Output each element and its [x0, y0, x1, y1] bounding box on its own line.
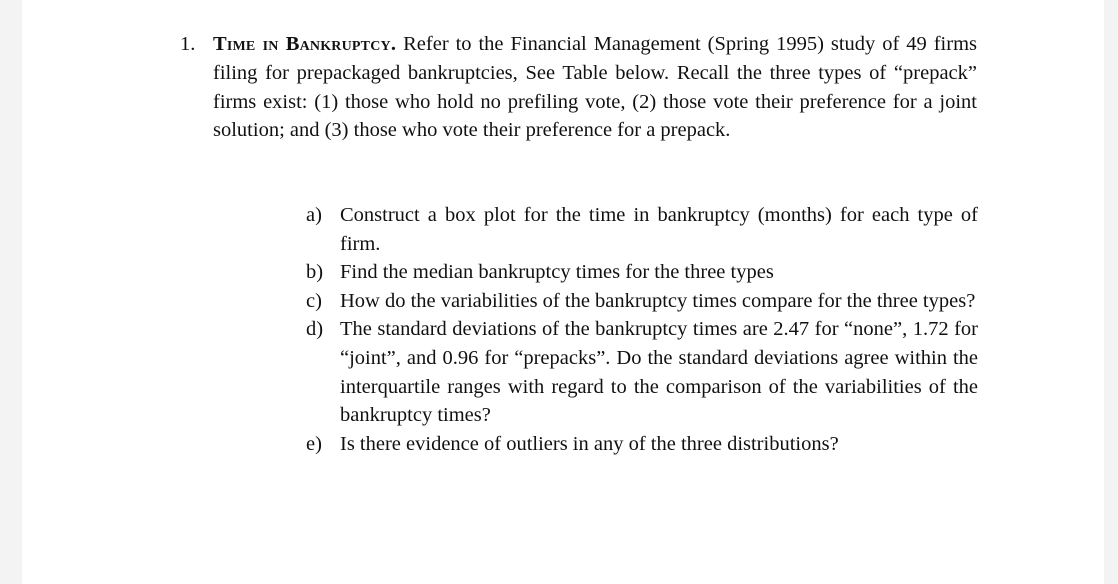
sub-question-label: e): [306, 432, 322, 455]
sub-question-text: Find the median bankruptcy times for the three types: [340, 261, 774, 284]
sub-question-list: [306, 201, 978, 458]
sub-question-c: [306, 287, 978, 316]
sub-question-label: a): [306, 204, 322, 226]
document-page: [22, 0, 1104, 584]
sub-question-label: d): [306, 318, 324, 341]
sub-question-e: [306, 430, 978, 459]
sub-question-a: [306, 201, 978, 258]
question-text: Refer to the Financial Management (Spring 1995) study of 49 firms filing for prepackaged bankruptcies, See Table below. Recall the three types of “prepack” firms exist: (1) those who hold no prefiling vote, (2) those vote their preference for a joint solution; and (3) those who vote their preference for a prepack.: [213, 33, 977, 142]
question-title: Time in Bankruptcy.: [213, 33, 397, 55]
question-number: 1.: [180, 33, 196, 55]
sub-question-text: Construct a box plot for the time in bankruptcy (months) for each type of firm.: [340, 204, 978, 255]
sub-question-label: b): [306, 261, 324, 284]
sub-question-text: The standard deviations of the bankruptcy times are 2.47 for “none”, 1.72 for “joint”, and 0.96 for “prepacks”. Do the standard deviations agree within the interquartile ranges with regard to the comparison of the variabilities of the bankruptcy times?: [340, 318, 978, 427]
sub-question-b: [306, 258, 978, 287]
sub-question-text: How do the variabilities of the bankruptcy times compare for the three types?: [340, 289, 976, 312]
sub-question-d: [306, 315, 978, 429]
question-body: [213, 30, 977, 145]
sub-question-label: c): [306, 289, 322, 312]
sub-question-text: Is there evidence of outliers in any of the three distributions?: [340, 432, 839, 455]
